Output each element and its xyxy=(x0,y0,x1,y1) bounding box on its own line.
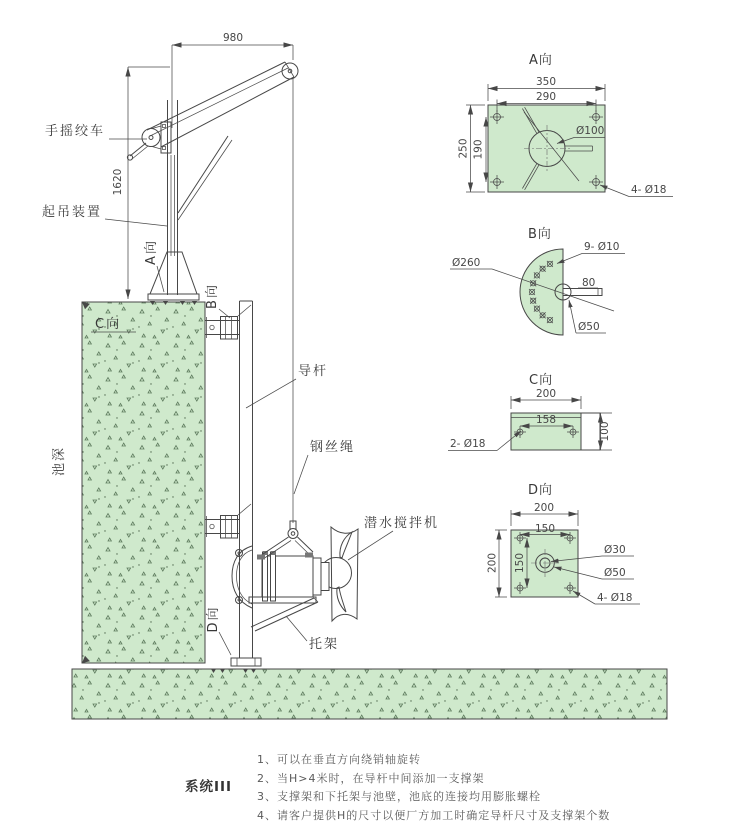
wall-bracket-upper xyxy=(205,305,251,339)
label-pool-depth xyxy=(52,446,67,476)
view-c-side-tab xyxy=(581,413,600,450)
svg-text:150: 150 xyxy=(534,523,556,535)
view-b-half-plate xyxy=(520,249,563,335)
mast xyxy=(168,100,178,295)
svg-text:B向: B向 xyxy=(205,283,220,309)
view-d-label-bolts xyxy=(573,591,640,604)
view-d-dim-200-left xyxy=(487,530,508,597)
dim-mast-1620 xyxy=(112,67,170,299)
view-a-dim-190 xyxy=(473,117,487,182)
svg-text:80: 80 xyxy=(582,277,596,289)
label-wire-rope xyxy=(294,440,355,494)
label-lifting-device xyxy=(42,204,167,226)
view-d-title: D向 xyxy=(528,483,554,498)
svg-text:起吊装置: 起吊装置 xyxy=(42,205,103,220)
label-mixer xyxy=(348,515,439,560)
motor-body xyxy=(262,556,313,597)
jib-boom xyxy=(147,62,294,147)
dim-980-text: 980 xyxy=(222,32,244,44)
svg-text:200: 200 xyxy=(535,388,557,400)
detail-view-c xyxy=(448,373,612,451)
svg-text:钢丝绳: 钢丝绳 xyxy=(310,440,356,455)
label-bracket xyxy=(286,616,339,652)
svg-text:D向: D向 xyxy=(206,605,221,633)
view-c-dim-200 xyxy=(511,388,581,409)
svg-text:池深: 池深 xyxy=(52,445,67,477)
svg-text:Ø50: Ø50 xyxy=(578,321,600,333)
note-line-4: 4、请客户提供H的尺寸以便厂方加工时确定导杆尺寸及支撑架个数 xyxy=(257,809,611,822)
motor-rear xyxy=(313,558,329,595)
detail-view-b xyxy=(450,227,625,335)
svg-text:Ø30: Ø30 xyxy=(604,544,626,556)
svg-text:4- Ø18: 4- Ø18 xyxy=(597,592,633,604)
view-b-title: B向 xyxy=(528,227,552,242)
view-b-dim-80 xyxy=(578,277,598,289)
pool-wall xyxy=(82,302,205,663)
floor-texture xyxy=(72,669,667,719)
svg-text:Ø100: Ø100 xyxy=(576,125,605,137)
label-hand-winch xyxy=(45,123,147,139)
label-view-d-arrow xyxy=(206,605,231,655)
label-guide-rod xyxy=(246,363,328,408)
svg-text:A向: A向 xyxy=(144,239,159,265)
svg-text:158: 158 xyxy=(535,414,557,426)
svg-text:托架: 托架 xyxy=(309,637,340,652)
view-a-label-bolts xyxy=(600,184,673,197)
blade-upper xyxy=(340,532,352,558)
note-line-2: 2、当H>4米时，在导杆中间添加一支撑架 xyxy=(257,772,485,785)
view-a-plate xyxy=(488,105,605,192)
system-label: 系统III xyxy=(185,779,233,795)
detail-view-a xyxy=(458,53,674,197)
svg-text:9- Ø10: 9- Ø10 xyxy=(584,241,620,253)
jib-brace xyxy=(178,136,232,220)
svg-text:4- Ø18: 4- Ø18 xyxy=(631,184,667,196)
view-b-hub-bar xyxy=(563,289,602,296)
svg-text:290: 290 xyxy=(535,91,557,103)
svg-text:190: 190 xyxy=(472,139,485,160)
svg-text:Ø260: Ø260 xyxy=(452,257,481,269)
blade-lower xyxy=(337,587,346,612)
svg-text:2- Ø18: 2- Ø18 xyxy=(450,438,486,450)
view-a-title: A向 xyxy=(529,53,553,68)
wall-texture xyxy=(82,302,205,663)
davit-crane xyxy=(127,62,298,305)
svg-text:Ø50: Ø50 xyxy=(604,567,626,579)
view-c-dim-100 xyxy=(599,413,612,450)
footer xyxy=(185,752,610,822)
svg-text:导杆: 导杆 xyxy=(298,364,329,379)
svg-text:150: 150 xyxy=(514,552,526,574)
svg-text:C向: C向 xyxy=(95,317,122,332)
view-c-title: C向 xyxy=(529,373,554,388)
pool-floor xyxy=(72,669,667,719)
note-line-3: 3、支撑架和下托架与池壁，池底的连接均用膨胀螺栓 xyxy=(257,790,541,803)
wire-rope xyxy=(290,79,296,529)
svg-text:潜水搅拌机: 潜水搅拌机 xyxy=(364,516,440,531)
dim-1620-text: 1620 xyxy=(112,168,124,196)
svg-text:200: 200 xyxy=(533,502,555,514)
dim-boom-980 xyxy=(172,32,293,128)
svg-text:250: 250 xyxy=(457,138,470,159)
detail-view-d xyxy=(487,483,641,604)
svg-text:100: 100 xyxy=(599,421,611,442)
mixer-assembly xyxy=(232,527,358,631)
label-view-b-arrow xyxy=(205,283,230,318)
wall-bracket-lower xyxy=(205,504,251,538)
note-line-1: 1、可以在垂直方向绕销轴旋转 xyxy=(257,753,421,766)
svg-text:350: 350 xyxy=(535,76,557,88)
svg-text:手摇绞车: 手摇绞车 xyxy=(45,124,106,139)
svg-text:200: 200 xyxy=(486,552,499,574)
view-b-label-holes xyxy=(557,241,625,264)
hand-winch xyxy=(127,122,171,160)
view-b-label-phi50 xyxy=(569,300,606,333)
view-c-label-bolts xyxy=(448,431,521,451)
